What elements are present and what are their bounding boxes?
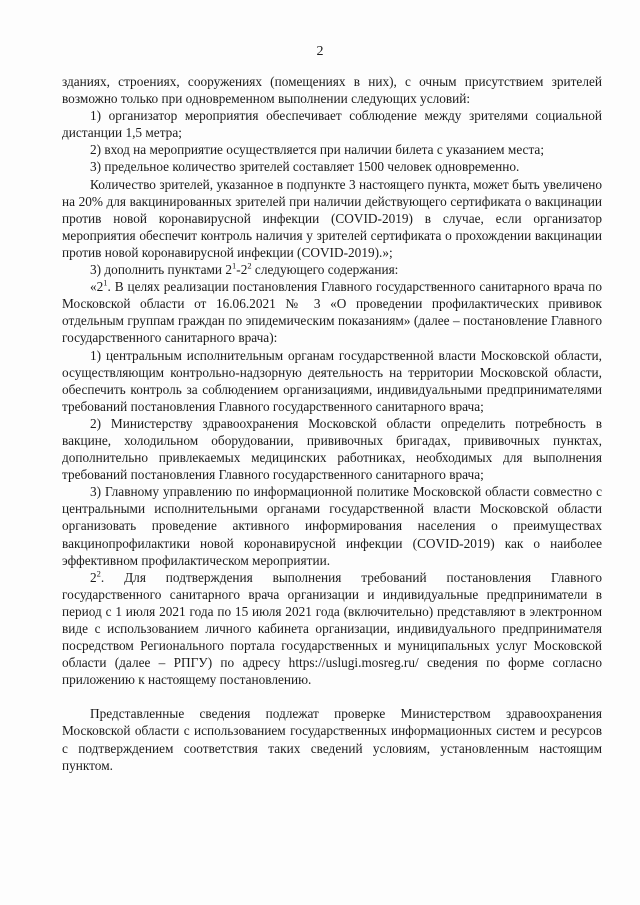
paragraph-verification: Представленные сведения подлежат проверке Министерством здравоохранения Московской области с использованием государственных информационных систем и ресурсов с подтверждением соответствия таких сведений условиям, установленным настоящим пунктом. <box>62 706 602 773</box>
paragraph-amendment-intro: 3) дополнить пунктами $2^1-2^2$ следующего содержания: <box>90 260 399 278</box>
page-number: 2 <box>316 44 324 59</box>
paragraph-clause-2-1-item-2: 2) Министерству здравоохранения Московской области определить потребность в вакцине, холодильном оборудовании, прививочных бригадах, прививочных пунктах, дополнительно привлекаемых медицинских работниках, необходимых для выполнения требований постановления Главного государственного санитарного врача; <box>62 415 602 483</box>
paragraph-clause-2-1-item-1: 1) центральным исполнительным органам государственной власти Московской области, осуществляющим контрольно-надзорную деятельность на территории Московской области, обеспечить контроль за соблюдением организациями, индивидуальными предпринимателями требований постановления Главного государственного санитарного врача; <box>62 347 602 414</box>
paragraph-clause-2-1-item-3: 3) Главному управлению по информационной политике Московской области совместно с центральными исполнительными органами государственной власти Московской области организовать проведение активного информирования населения о преимуществах вакцинопрофилактики новой коронавирусной инфекции (COVID-2019) как о наиболее эффективном профилактическом мероприятии. <box>62 484 602 568</box>
paragraph-clause-2-2: $2^2$. Для подтверждения выполнения требований постановления Главного государственного санитарного врача организации и индивидуальные предприниматели в период с 1 июля 2021 года по 15 июля 2021 года (включительно) представляют в электронном виде с использованием личного кабинета организации, индивидуального предпринимателя посредством Регионального портала государственных и муниципальных услуг Московской области (далее – РПГУ) по адресу https://uslugi.mosreg.ru/ сведения по форме согласно приложению к настоящему постановлению. <box>62 568 602 688</box>
paragraph-condition-1: 1) организатор мероприятия обеспечивает соблюдение между зрителями социальной дистанции 1,5 метра; <box>62 108 602 141</box>
document-body <box>62 73 602 774</box>
paragraph-condition-2: 2) вход на мероприятие осуществляется при наличии билета с указанием места; <box>90 142 545 158</box>
paragraph-spectator-count: Количество зрителей, указанное в подпункте 3 настоящего пункта, может быть увеличено на 20% для вакцинированных зрителей при наличии действующего сертификата о вакцинации против новой коронавирусной инфекции (COVID-2019) в случае, если организатор мероприятия обеспечит контроль наличия у зрителей сертификата о прохождении вакцинации против новой коронавирусной инфекции (COVID-2019).»; <box>62 176 602 260</box>
paragraph-conditions-intro: зданиях, строениях, сооружениях (помещениях в них), с очным присутствием зрителей возможно только при одновременном выполнении следующих условий: <box>62 74 602 107</box>
paragraph-condition-3: 3) предельное количество зрителей составляет 1500 человек одновременно. <box>90 159 520 175</box>
paragraph-clause-2-1: «$2^1$. В целях реализации постановления Главного государственного санитарного врача по Московской области от 16.06.2021 № 3 «О проведении профилактических прививок отдельным группам граждан по эпидемическим показаниям» (далее – постановление Главного государственного санитарного врача): <box>62 277 602 346</box>
